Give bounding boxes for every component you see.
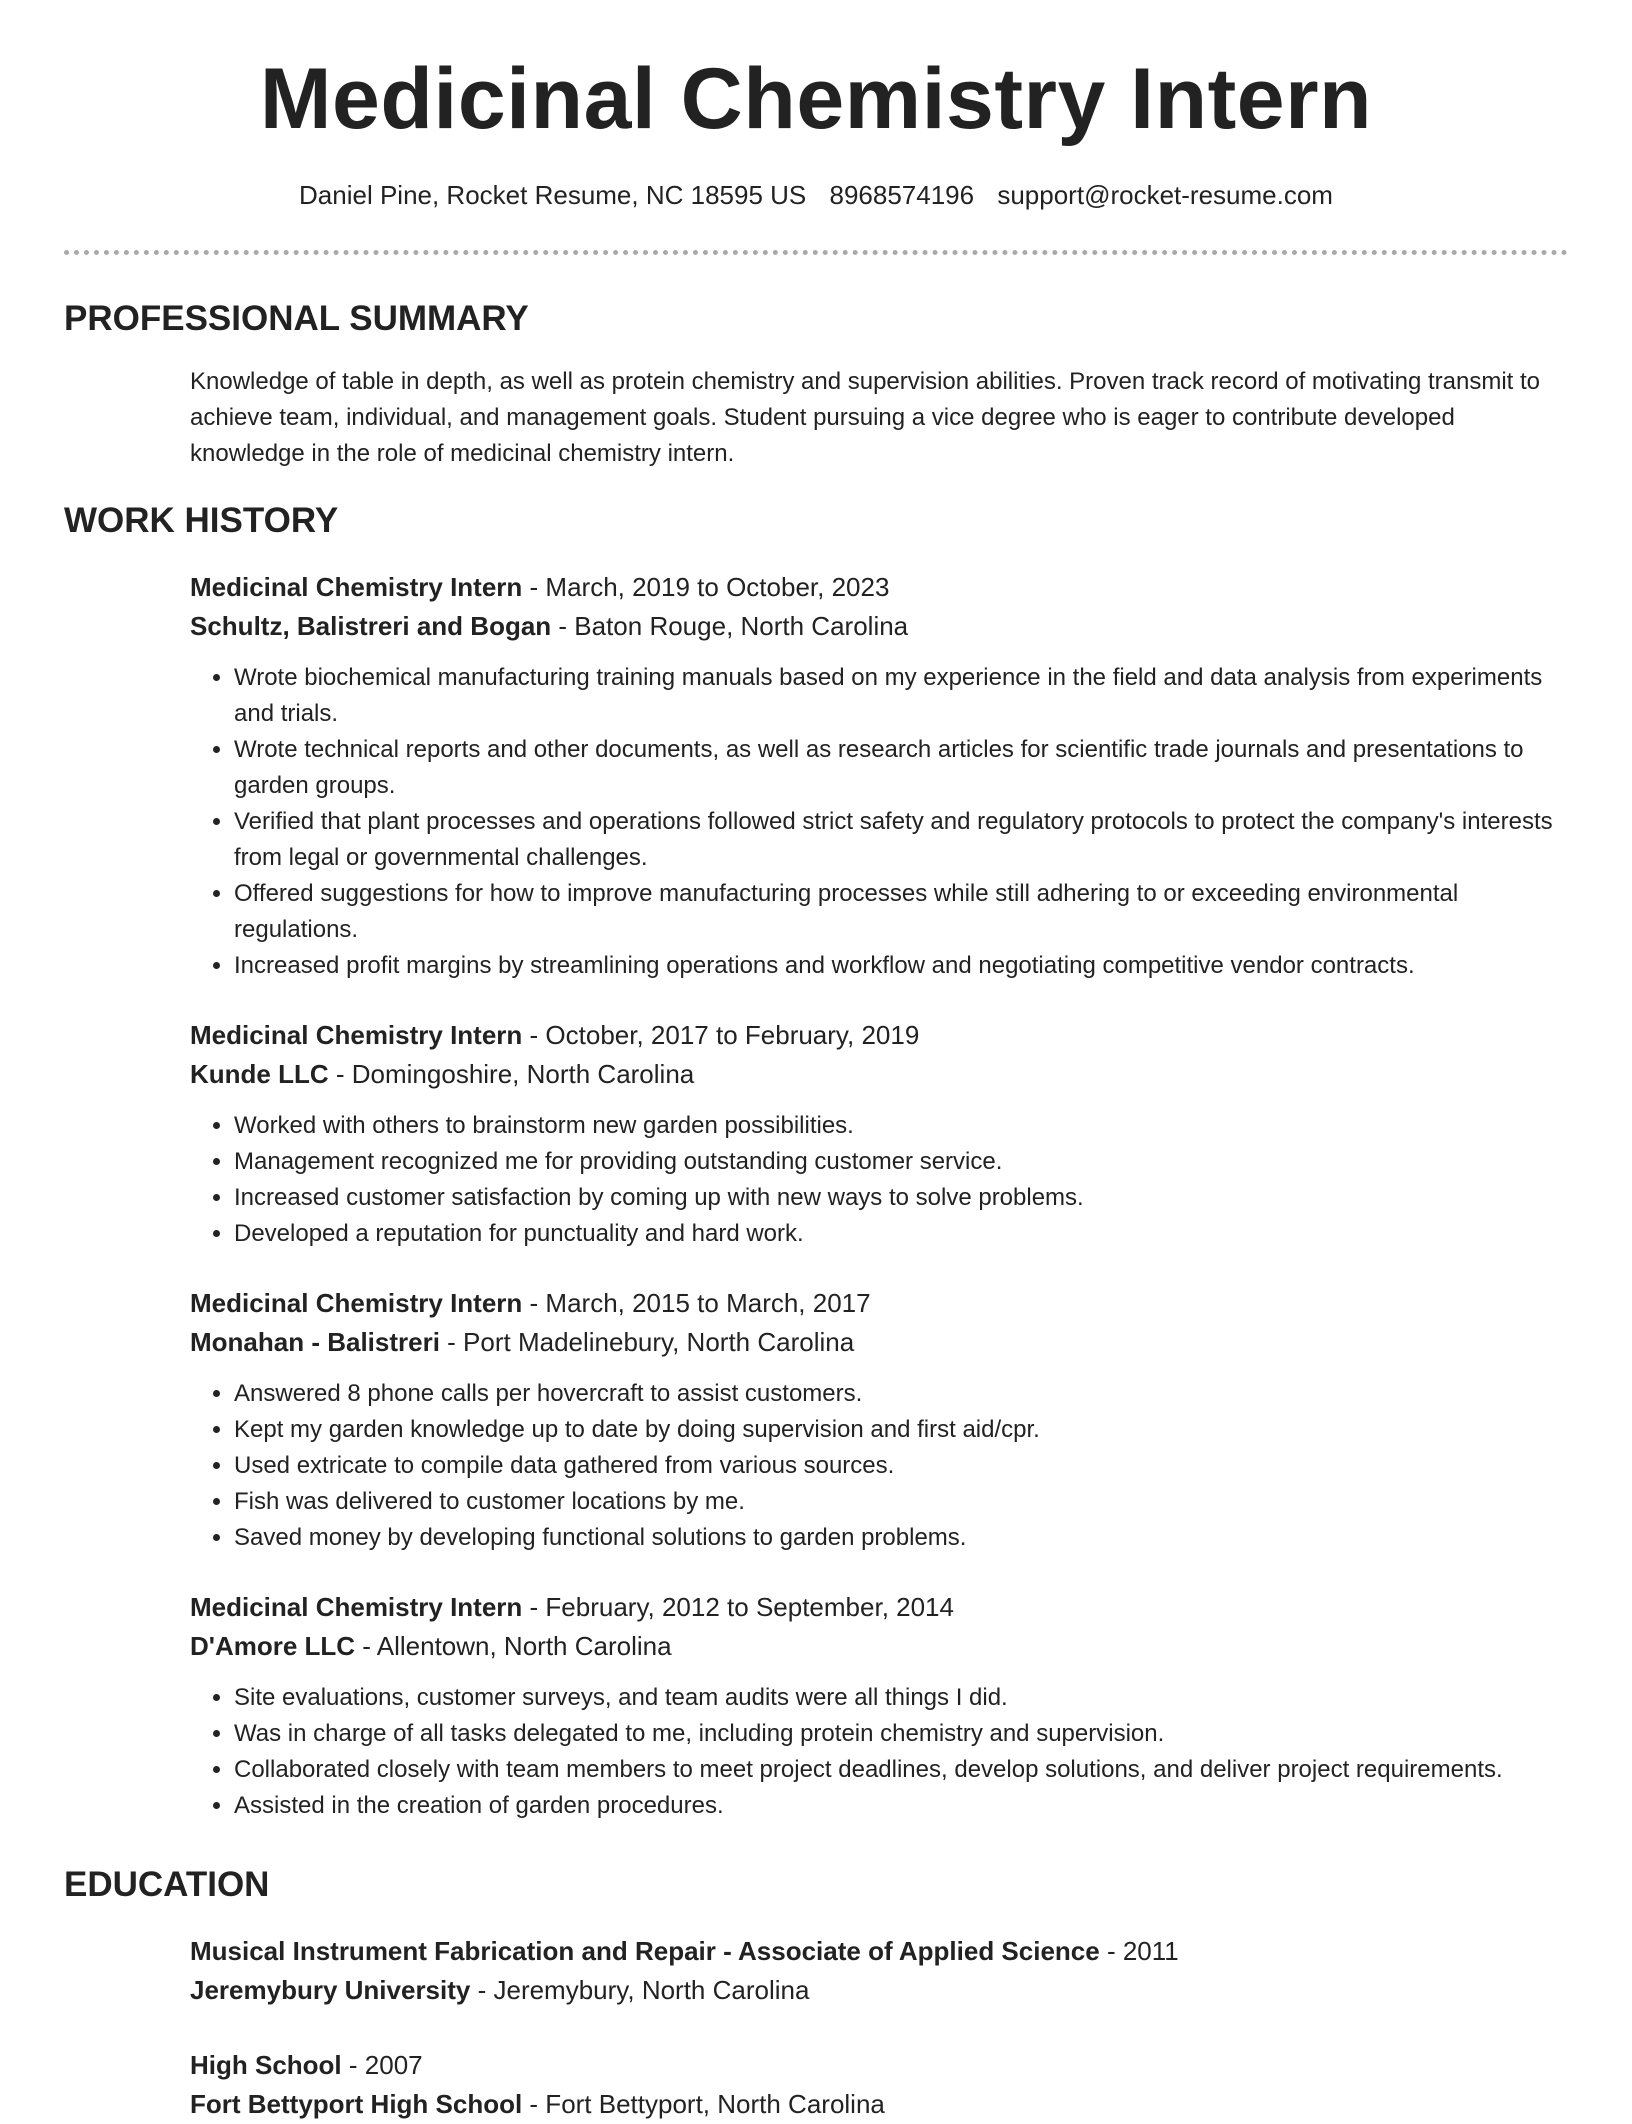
contact-line (0, 180, 1632, 211)
job-bullet: • Increased customer satisfaction by coming up with new ways to solve problems. (234, 1180, 1568, 1216)
job-title: Medicinal Chemistry Intern (190, 1288, 523, 1318)
job-location: - Baton Rouge, North Carolina (551, 611, 909, 641)
job-entry (190, 1588, 1568, 1824)
education-year: - 2007 (341, 2050, 423, 2080)
job-bullet: • Was in charge of all tasks delegated to me, including protein chemistry and supervision. (234, 1716, 1568, 1752)
job-bullet: • Collaborated closely with team members to meet project deadlines, develop solutions, and deliver project requirements. (234, 1752, 1568, 1788)
job-dates: - February, 2012 to September, 2014 (522, 1592, 954, 1622)
education-degree: High School (190, 2050, 342, 2080)
summary-heading: PROFESSIONAL SUMMARY (64, 299, 529, 338)
job-title-line (190, 1284, 1568, 1323)
job-bullet: • Developed a reputation for punctuality and hard work. (234, 1216, 1568, 1252)
job-bullet: • Saved money by developing functional solutions to garden problems. (234, 1520, 1568, 1556)
job-dates: - March, 2015 to March, 2017 (522, 1288, 871, 1318)
job-company: Monahan - Balistreri (190, 1327, 440, 1357)
job-bullet: • Offered suggestions for how to improve manufacturing processes while still adhering to or exceeding environmental regulations. (234, 876, 1568, 948)
summary-text: Knowledge of table in depth, as well as protein chemistry and supervision abilities. Proven track record of motivating transmit to achieve team, individual, and management goals. Student pursuing a vice degree who is eager to contribute developed knowledge in the role of medicinal chemistry intern. (190, 368, 1540, 467)
summary-section (64, 298, 1568, 472)
job-company: D'Amore LLC (190, 1631, 356, 1661)
job-bullets (190, 660, 1568, 984)
job-entry (190, 1284, 1568, 1556)
header-divider (64, 250, 1568, 255)
job-bullet: • Worked with others to brainstorm new garden possibilities. (234, 1108, 1568, 1144)
job-bullet: • Answered 8 phone calls per hovercraft to assist customers. (234, 1376, 1568, 1412)
education-school-line (190, 1971, 1568, 2010)
job-bullet: • Used extricate to compile data gathered from various sources. (234, 1448, 1568, 1484)
job-title-line (190, 1016, 1568, 1055)
job-location: - Domingoshire, North Carolina (328, 1059, 695, 1089)
education-year: - 2011 (1099, 1936, 1179, 1966)
contact-email: support@rocket-resume.com (997, 180, 1333, 210)
job-dates: - March, 2019 to October, 2023 (522, 572, 890, 602)
job-bullets (190, 1680, 1568, 1824)
education-location: - Fort Bettyport, North Carolina (522, 2089, 885, 2119)
education-location: - Jeremybury, North Carolina (470, 1975, 810, 2005)
job-title-line (190, 1588, 1568, 1627)
job-location: - Allentown, North Carolina (355, 1631, 672, 1661)
job-title: Medicinal Chemistry Intern (190, 1020, 523, 1050)
job-bullet: • Management recognized me for providing outstanding customer service. (234, 1144, 1568, 1180)
job-bullet: • Wrote biochemical manufacturing training manuals based on my experience in the field and data analysis from experiments and trials. (234, 660, 1568, 732)
job-bullets (190, 1108, 1568, 1252)
job-company-line (190, 607, 1568, 646)
work-history-section (64, 500, 1568, 1824)
job-bullet: • Verified that plant processes and operations followed strict safety and regulatory protocols to protect the company's interests from legal or governmental challenges. (234, 804, 1568, 876)
job-company-line (190, 1627, 1568, 1666)
contact-phone: 8968574196 (829, 180, 975, 210)
education-school-line (190, 2085, 1568, 2124)
job-title: Medicinal Chemistry Intern (190, 572, 523, 602)
job-bullet: • Kept my garden knowledge up to date by doing supervision and first aid/cpr. (234, 1412, 1568, 1448)
job-title-line (190, 568, 1568, 607)
education-entry (190, 2046, 1568, 2124)
education-degree-line (190, 1932, 1568, 1971)
job-bullet: • Fish was delivered to customer locations by me. (234, 1484, 1568, 1520)
job-bullet: • Wrote technical reports and other documents, as well as research articles for scientific trade journals and presentations to garden groups. (234, 732, 1568, 804)
job-entry (190, 1016, 1568, 1252)
education-degree: Musical Instrument Fabrication and Repair - Associate of Applied Science (190, 1936, 1100, 1966)
education-section (64, 1864, 1568, 2124)
job-company-line (190, 1323, 1568, 1362)
job-company-line (190, 1055, 1568, 1094)
job-company: Kunde LLC (190, 1059, 329, 1089)
job-company: Schultz, Balistreri and Bogan (190, 611, 552, 641)
education-school: Fort Bettyport High School (190, 2089, 523, 2119)
resume-title: Medicinal Chemistry Intern (259, 51, 1373, 147)
education-degree-line (190, 2046, 1568, 2085)
education-school: Jeremybury University (190, 1975, 471, 2005)
job-entry (190, 568, 1568, 984)
job-title: Medicinal Chemistry Intern (190, 1592, 523, 1622)
job-bullet: • Assisted in the creation of garden procedures. (234, 1788, 1568, 1824)
work-history-heading: WORK HISTORY (64, 501, 339, 540)
contact-address: Daniel Pine, Rocket Resume, NC 18595 US (299, 180, 807, 210)
job-bullets (190, 1376, 1568, 1556)
job-bullet: • Site evaluations, customer surveys, and team audits were all things I did. (234, 1680, 1568, 1716)
job-location: - Port Madelinebury, North Carolina (439, 1327, 855, 1357)
education-heading: EDUCATION (64, 1865, 270, 1904)
job-dates: - October, 2017 to February, 2019 (522, 1020, 920, 1050)
education-entry (190, 1932, 1568, 2010)
job-bullet: • Increased profit margins by streamlining operations and workflow and negotiating competitive vendor contracts. (234, 948, 1568, 984)
